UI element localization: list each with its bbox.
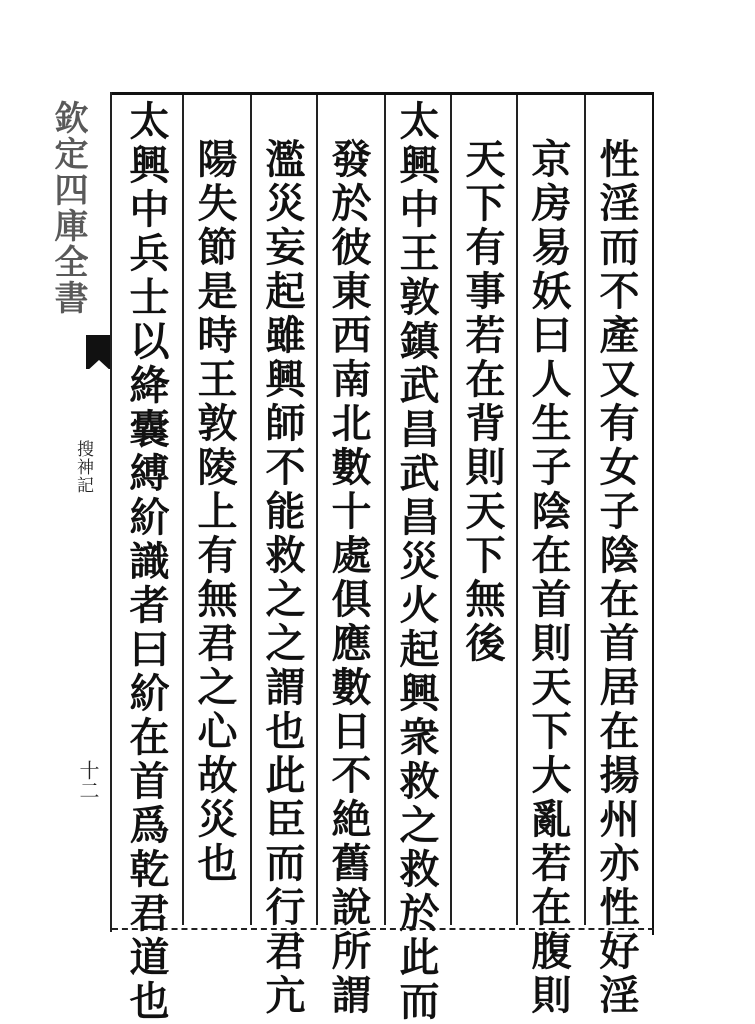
text-column-5: 發於彼東西南北數十處俱應數日不絶舊說所謂 [325, 138, 372, 1018]
text-column-7: 陽失節是時王敦陵上有無君之心故災也 [191, 138, 238, 886]
column-rule [450, 95, 452, 925]
column-rule [250, 95, 252, 925]
column-rule [384, 95, 386, 925]
text-column-1: 性淫而不產又有女子陰在首居在揚州亦性好淫 [593, 138, 640, 1018]
text-column-6: 濫災妄起雖興師不能救之之謂也此臣而行君亢 [259, 138, 306, 1018]
text-column-4: 太興中王敦鎮武昌武昌災火起興衆救之救於此而 [393, 100, 440, 1024]
text-column-2: 京房易妖曰人生子陰在首則天下大亂若在腹則 [525, 138, 572, 1018]
section-title: 搜神記 [73, 440, 93, 494]
spine-title: 欽定四庫全書 [48, 100, 88, 316]
text-column-3: 天下有事若在背則天下無後 [459, 138, 506, 666]
fishtail-notch [86, 360, 112, 372]
column-rule [316, 95, 318, 925]
text-column-8: 太興中兵士以絳囊縛紒識者曰紒在首爲乾君道也 [123, 100, 170, 1024]
column-rule [584, 95, 586, 925]
column-rule [516, 95, 518, 925]
folio-number: 十二 [76, 760, 100, 800]
column-rule [182, 95, 184, 925]
frame-bottom-border [112, 928, 654, 930]
